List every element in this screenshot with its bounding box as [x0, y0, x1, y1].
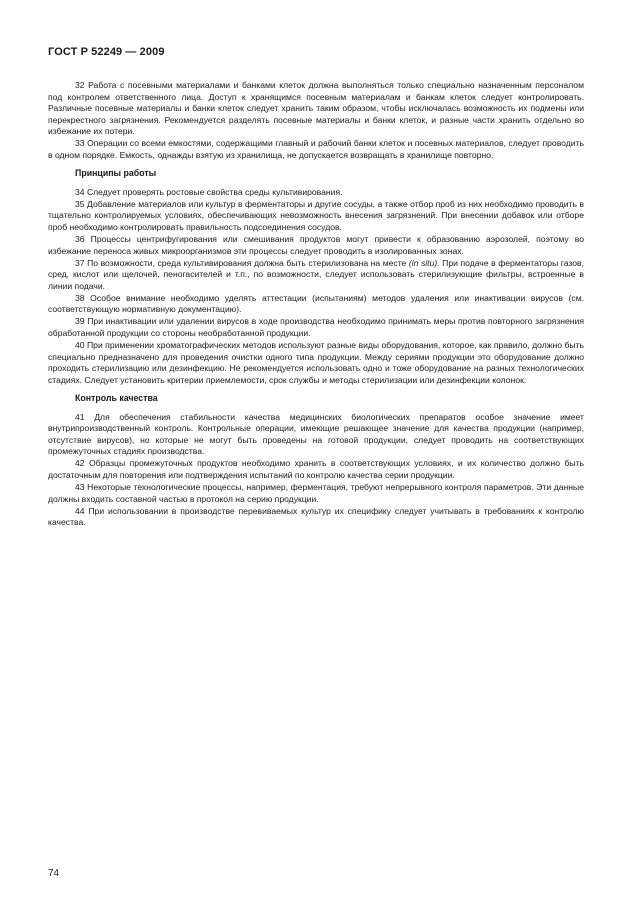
paragraph-36: 36 Процессы центрифугирования или смешивания продуктов могут привести к образованию аэрозолей, поэтому во избежание переноса живых микроорганизмов эти процессы следует проводить в изолированных зонах. — [48, 234, 584, 256]
paragraph-35: 35 Добавление материалов или культур в ферментаторы и другие сосуды, а также отбор проб из них необходимо проводить в тщательно контролируемых условиях, обеспечивающих невозможность внесения загрязнений. При внесении добавок или отборе проб необходимо контролировать правильность подсоединения сосудов. — [48, 198, 584, 233]
paragraph-43: 43 Некоторые технологические процессы, например, ферментация, требуют непрерывного контроля параметров. Эти данные должны входить составной частью в протокол на серию продукции. — [48, 482, 584, 504]
paragraph-32: 32 Работа с посевными материалами и банками клеток должна выполняться только специально назначенным персоналом под контролем ответственного лица. Доступ к хранящимся посевным материалам и банкам клеток следует контролировать. Различные посевные материалы и банки клеток следует хранить таким образом, чтобы исключалась возможность их подмены или перекрестного загрязнения. Рекомендуется разделять посевные материалы и банки клеток, и разные части хранить отдельно во избежание их потери. — [48, 80, 584, 137]
paragraph-34: 34 Следует проверять ростовые свойства среды культивирования. — [75, 186, 343, 197]
paragraph-37-text-start: 37 По возможности, среда культивирования должна быть стерилизована на месте — [75, 257, 409, 268]
paragraph-37-latin-term: (in situ). — [408, 257, 440, 268]
paragraph-37-text-end: При подаче в ферментаторы газов, сред, кислот или щелочей, пеногасителей и т.п., по возможности, следует использовать стерилизующие фильтры, встроенные в линии подачи. — [48, 257, 585, 291]
document-body — [48, 80, 584, 529]
paragraph-44: 44 При использовании в производстве перевиваемых культур их специфику следует учитывать в требованиях к контролю качества. — [48, 505, 584, 528]
paragraph-39: 39 При инактивации или удалении вирусов в ходе производства необходимо принимать меры против повторного загрязнения обработанной продукции со стороны необработанной продукции. — [48, 316, 584, 338]
paragraph-41: 41 Для обеспечения стабильности качества медицинских биологических препаратов особое значение имеет внутрипроизводственный контроль. Контрольные операции, имеющие решающее значение для качества продукции (например, отсутствие вирусов), но которые не могут быть проведены на готовой продукции, следует проводить на соответствующих промежуточных стадиях производства. — [48, 411, 584, 457]
section-heading-quality-control: Контроль качества — [75, 393, 158, 404]
paragraph-38: 38 Особое внимание необходимо уделять аттестации (испытаниям) методов удаления или инактивации вирусов (см. соответствующую нормативную документацию). — [48, 292, 584, 315]
page-number: 74 — [48, 868, 60, 879]
paragraph-42: 42 Образцы промежуточных продуктов необходимо хранить в соответствующих условиях, и их количество должно быть достаточным для повторения или подтверждения испытаний по контролю качества серии продукции. — [48, 458, 584, 480]
paragraph-33: 33 Операции со всеми емкостями, содержащими главный и рабочий банки клеток и посевных материалов, следует проводить в одном порядке. Емкость, однажды взятую из хранилища, не допускается возвращать в хранилище повторно. — [48, 138, 584, 160]
paragraph-40: 40 При применении хроматографических методов используют разные виды оборудования, которое, как правило, должно быть специально предназначено для проведения очистки одного типа продукции. Между сериями продукции это оборудование должно проходить стерилизацию или дезинфекцию. Не рекомендуется использовать одно и тоже оборудование на разных технологических стадиях. Следует установить критерии приемлемости, срок службы и методы стерилизации или дезинфекции колонок. — [48, 339, 584, 385]
paragraph-37 — [48, 258, 584, 293]
section-heading-principles: Принципы работы — [75, 168, 157, 179]
standard-header: ГОСТ Р 52249 — 2009 — [48, 46, 165, 58]
